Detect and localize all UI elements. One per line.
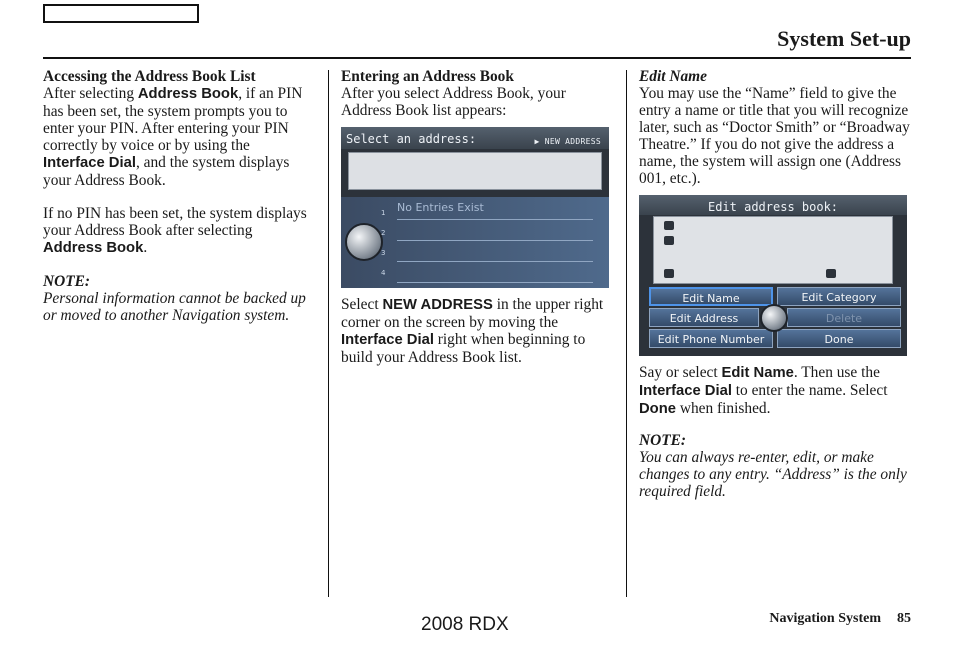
term-address-book: Address Book — [137, 86, 239, 102]
row-number: 1 — [381, 209, 386, 217]
column-divider — [626, 70, 627, 597]
edit-address-button[interactable]: Edit Address — [649, 308, 759, 327]
select-address-screenshot — [341, 127, 609, 288]
paragraph — [639, 364, 911, 418]
paragraph: After you select Address Book, your Address Book list appears: — [341, 85, 566, 119]
list-item[interactable] — [397, 220, 593, 241]
paragraph — [43, 205, 315, 257]
page-number: 85 — [897, 611, 911, 626]
edit-address-book-screenshot — [639, 195, 907, 356]
list-item[interactable] — [397, 262, 593, 283]
heading-entering-address-book: Entering an Address Book — [341, 68, 514, 85]
term-edit-name: Edit Name — [721, 365, 794, 381]
text: when finished. — [676, 400, 771, 417]
text: . — [143, 239, 148, 256]
column-2 — [341, 68, 613, 366]
screen-title: Edit address book: — [707, 200, 839, 214]
note-label: NOTE: — [639, 432, 687, 449]
paragraph: You may use the “Name” field to give the entry a name or title that you will recognize later, such as “Doctor Smith” or “Broadway Theatre.” If you do not give the address a name, the system will assign one (Address 001, etc.). — [639, 85, 910, 187]
text: After selecting — [43, 85, 138, 102]
text: , if an PIN has been set, the system prompts you to enter your PIN. After entering your PIN correctly by voice or by using the — [43, 85, 303, 154]
row-number: 3 — [381, 249, 386, 257]
term-interface-dial: Interface Dial — [341, 332, 434, 348]
column-divider — [328, 70, 329, 597]
address-field — [348, 152, 602, 190]
entry-panel — [653, 216, 893, 284]
term-interface-dial: Interface Dial — [639, 383, 732, 399]
section-title: System Set-up — [777, 26, 911, 51]
phone-icon — [664, 236, 674, 245]
term-interface-dial: Interface Dial — [43, 155, 136, 171]
name-icon — [664, 221, 674, 230]
heading-edit-name: Edit Name — [639, 68, 707, 85]
edit-category-button[interactable]: Edit Category — [777, 287, 901, 306]
text: Say or select — [639, 364, 722, 381]
text: If no PIN has been set, the system displays your Address Book after selecting — [43, 205, 307, 239]
note-label: NOTE: — [43, 273, 91, 290]
paragraph — [43, 85, 315, 189]
phone-icon — [664, 269, 674, 278]
text: . Then use the — [793, 364, 880, 381]
interface-dial-icon — [760, 304, 788, 332]
header-tab-box — [43, 4, 199, 23]
text: to enter the name. Select — [731, 382, 888, 399]
row-number: 4 — [381, 269, 386, 277]
new-address-button[interactable]: ▶ NEW ADDRESS — [534, 137, 601, 146]
interface-dial-icon — [345, 223, 386, 261]
done-button[interactable]: Done — [777, 329, 901, 348]
note-text: Personal information cannot be backed up or moved to another Navigation system. — [43, 290, 306, 324]
column-1 — [43, 68, 315, 324]
footer-nav-label: Navigation System — [769, 611, 881, 626]
text: in the upper right corner on the screen by moving the — [341, 296, 604, 331]
term-new-address: NEW ADDRESS — [382, 297, 493, 313]
paragraph — [341, 296, 613, 366]
term-address-book: Address Book — [43, 240, 144, 256]
text: right when beginning to build your Address Book list. — [341, 331, 586, 366]
list-item[interactable] — [397, 241, 593, 262]
heading-accessing-address-book: Accessing the Address Book List — [43, 68, 256, 85]
header-rule — [43, 57, 911, 59]
category-icon — [826, 269, 836, 278]
footer-nav — [769, 611, 911, 627]
text: Select — [341, 296, 383, 313]
footer-model: 2008 RDX — [421, 614, 509, 635]
note-text: You can always re-enter, edit, or make changes to any entry. “Address” is the only required field. — [639, 449, 907, 500]
list-item[interactable]: No Entries Exist — [397, 199, 593, 220]
delete-button[interactable]: Delete — [787, 308, 901, 327]
screen-title: Select an address: — [346, 132, 477, 146]
edit-phone-number-button[interactable]: Edit Phone Number — [649, 329, 773, 348]
term-done: Done — [639, 401, 676, 417]
column-3 — [639, 68, 911, 500]
row-number: 2 — [381, 229, 386, 237]
edit-name-button[interactable]: Edit Name — [649, 287, 773, 306]
text: , and the system displays your Address Book. — [43, 154, 290, 189]
